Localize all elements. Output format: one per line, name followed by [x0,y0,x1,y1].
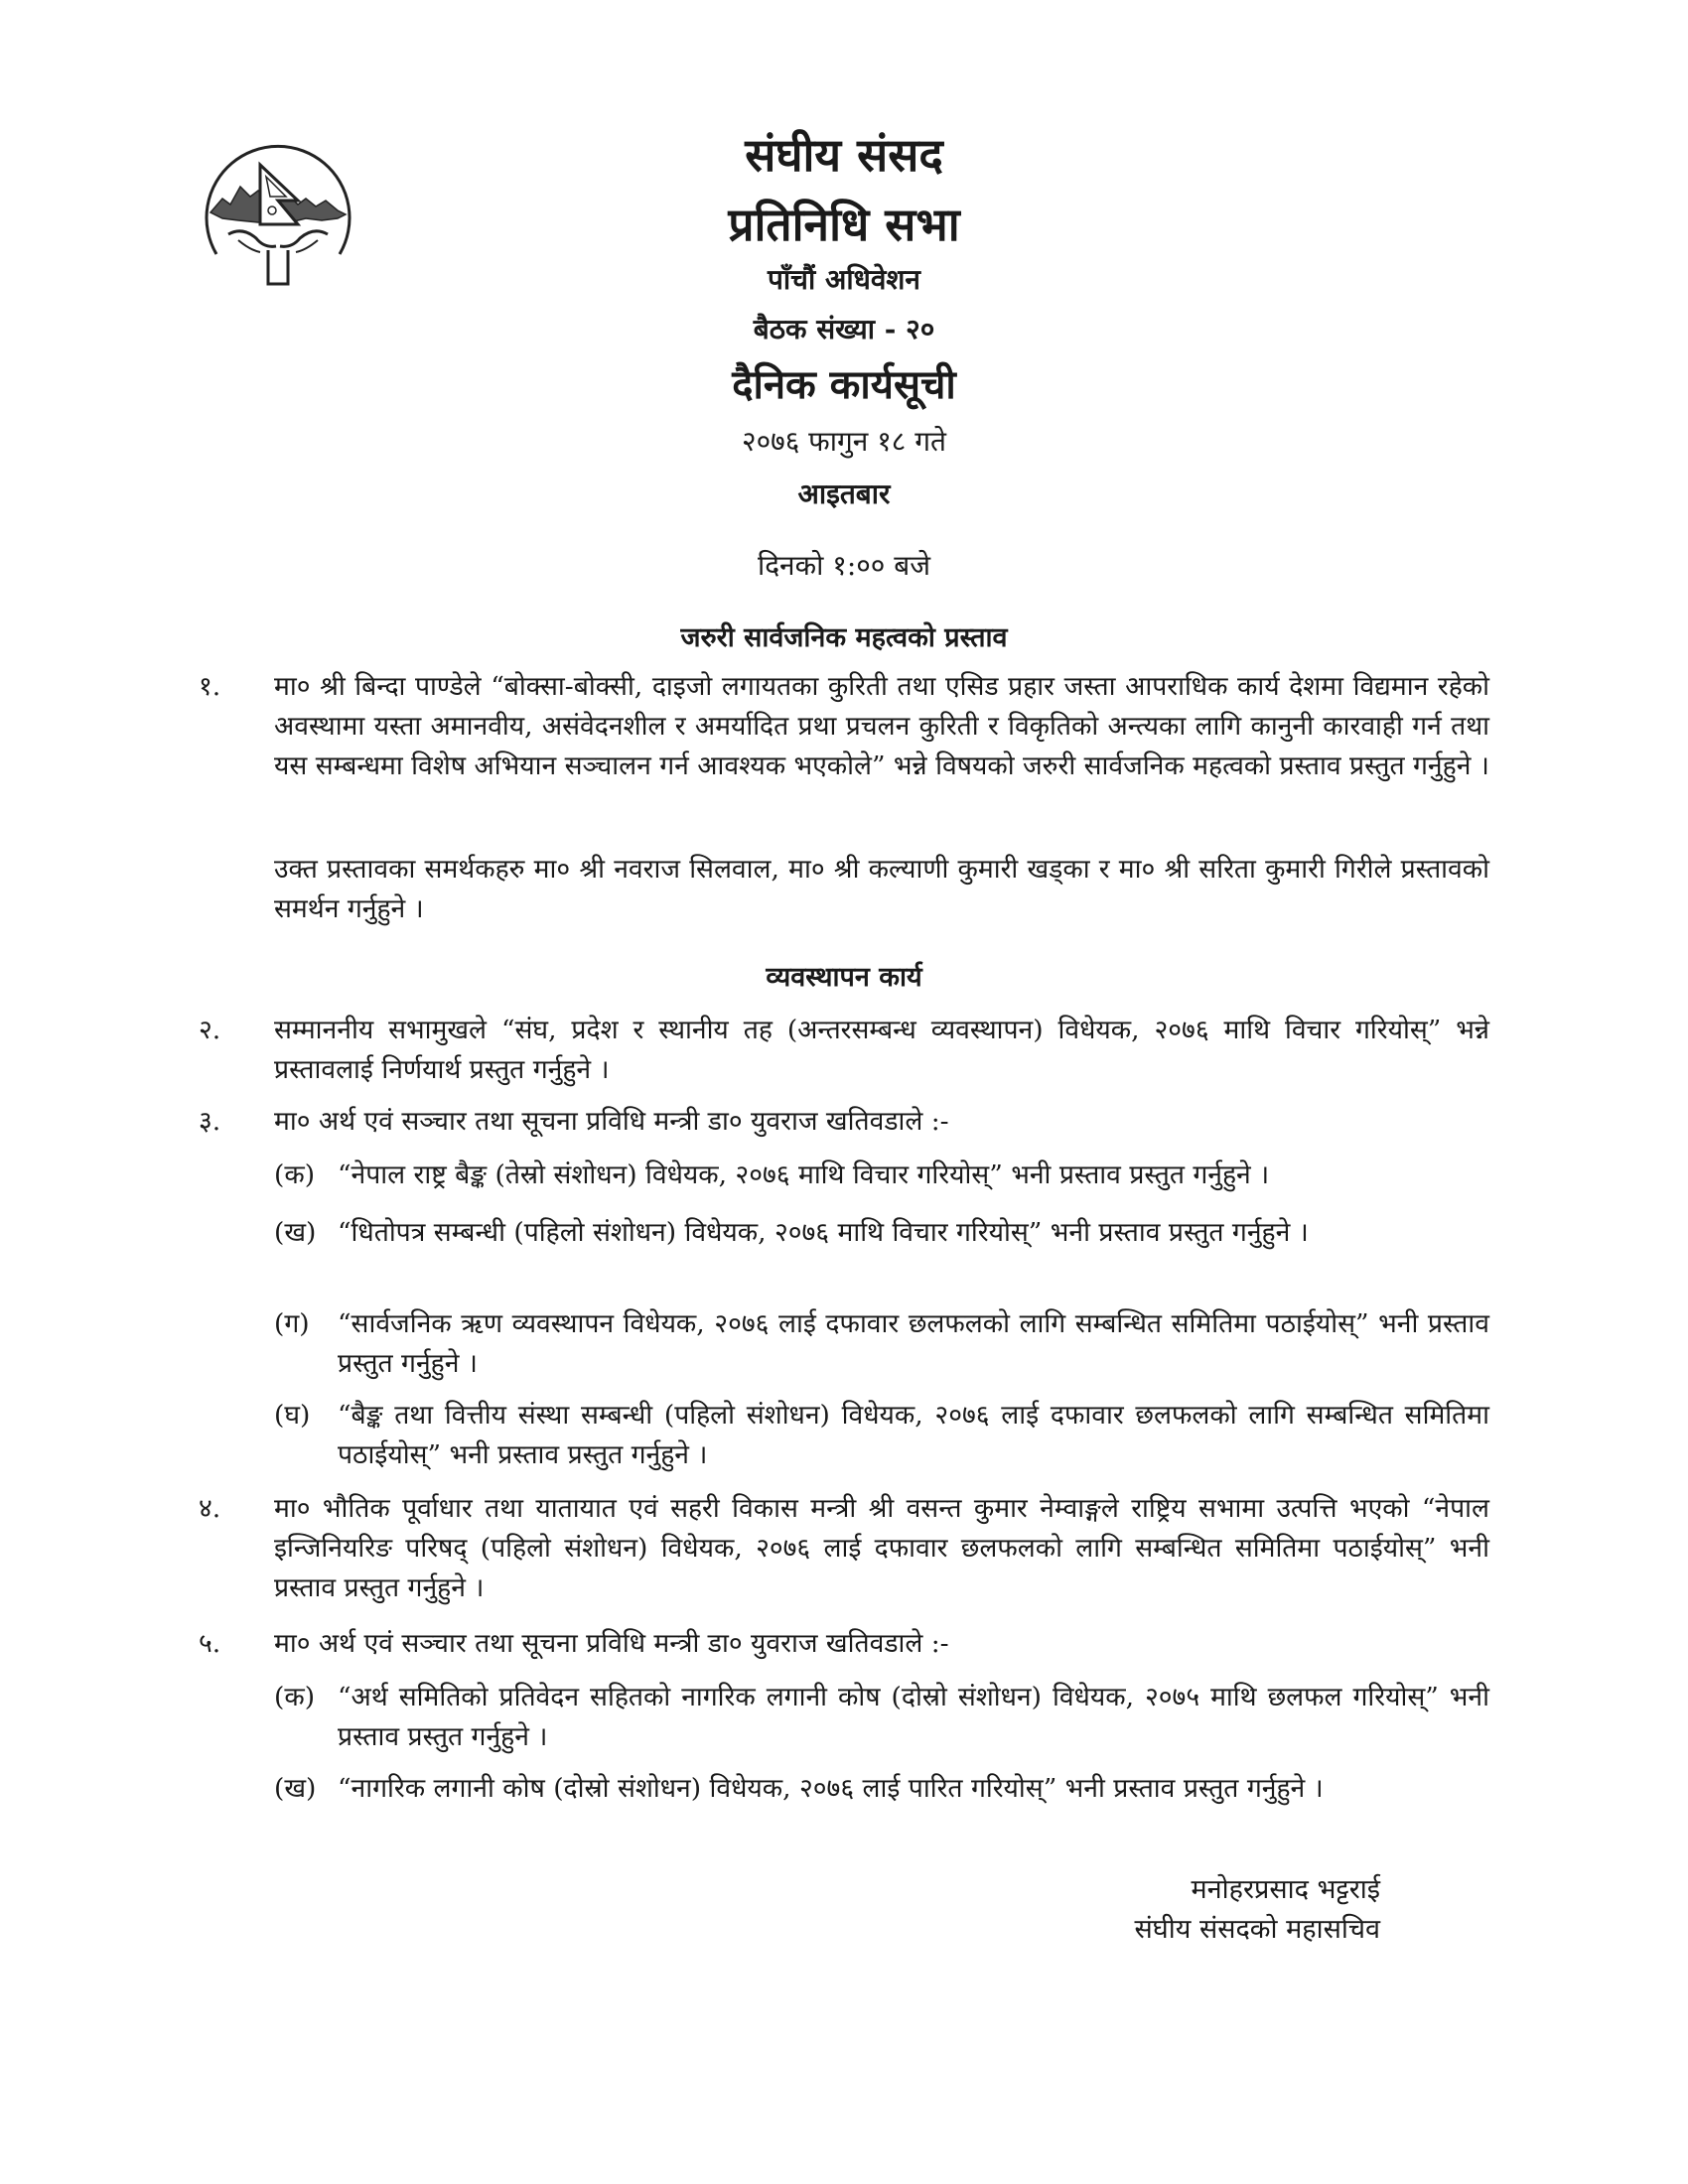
item-number: ३. [199,1106,221,1137]
item-number: १. [199,671,221,702]
parliament-title: संघीय संसद [745,128,943,182]
signature-block [1043,1870,1380,1950]
signatory-designation: संघीय संसदको महासचिव [1134,1914,1380,1945]
agenda-item-2 [199,1011,1489,1090]
subitem-text: “बैङ्क तथा वित्तीय संस्था सम्बन्धी (पहिलो संशोधन) विधेयक, २०७६ लाई दफावार छलफलको लागि सम्बन्धित समितिमा पठाईयोस्” भनी प्रस्ताव प्रस्तुत गर्नुहुने । [338,1400,1489,1470]
subitem-mark: (घ) [274,1400,311,1431]
agenda-item-5 [199,1624,1489,1664]
subitem-mark: (ग) [274,1308,310,1339]
sitting-number: बैठक संख्या - २० [753,313,935,345]
agenda-title: दैनिक कार्यसूची [732,361,956,408]
subitem-mark: (क) [274,1160,316,1190]
subitem-5-kha [274,1769,1489,1809]
session-label: पाँचौं अधिवेशन [768,263,920,296]
subitem-5-ka [274,1678,1489,1757]
subitem-mark: (ख) [274,1773,317,1804]
item-text: मा० अर्थ एवं सञ्चार तथा सूचना प्रविधि मन्त्री डा० युवराज खतिवडाले :- [274,1628,949,1659]
house-title: प्रतिनिधि सभा [728,198,960,251]
item-1-supporters-note: उक्त प्रस्तावका समर्थकहरु मा० श्री नवराज सिलवाल, मा० श्री कल्याणी कुमारी खड्का र मा० श्री सरिता कुमारी गिरीले प्रस्तावको समर्थन गर्नुहुने । [274,854,1489,924]
agenda-item-1 [199,667,1489,786]
subitem-mark: (क) [274,1682,316,1712]
subitem-3-gha [274,1396,1489,1475]
item-text: मा० भौतिक पूर्वाधार तथा यातायात एवं सहरी विकास मन्त्री श्री वसन्त कुमार नेम्वाङ्गले राष्ट्रिय सभामा उत्पत्ति भएको “नेपाल इन्जिनियरिङ परिषद् (पहिलो संशोधन) विधेयक, २०७६ लाई दफावार छलफलको लागि सम्बन्धित समितिमा पठाईयोस्” भनी प्रस्ताव प्रस्तुत गर्नुहुने । [274,1493,1489,1603]
subitem-text: “नेपाल राष्ट्र बैङ्क (तेस्रो संशोधन) विधेयक, २०७६ माथि विचार गरियोस्” भनी प्रस्ताव प्रस्तुत गर्नुहुने । [338,1160,1270,1190]
item-number: २. [199,1015,221,1045]
agenda-day: आइतबार [797,478,891,510]
agenda-time: दिनको १:०० बजे [757,549,931,582]
subitem-3-ga [274,1304,1489,1384]
subitem-mark: (ख) [274,1217,317,1248]
agenda-item-4 [199,1489,1489,1608]
item-text: सम्माननीय सभामुखले “संघ, प्रदेश र स्थानीय तह (अन्तरसम्बन्ध व्यवस्थापन) विधेयक, २०७६ माथि विचार गरियोस्” भन्ने प्रस्तावलाई निर्णयार्थ प्रस्तुत गर्नुहुने । [274,1015,1489,1085]
subitem-3-ka [274,1156,1489,1195]
agenda-date: २०७६ फागुन १८ गते [742,425,946,458]
signatory-name: मनोहरप्रसाद भट्टराई [1191,1874,1380,1905]
subitem-text: “नागरिक लगानी कोष (दोस्रो संशोधन) विधेयक, २०७६ लाई पारित गरियोस्” भनी प्रस्ताव प्रस्तुत गर्नुहुने । [338,1773,1324,1804]
subitem-3-kha [274,1213,1489,1253]
legislation-heading: व्यवस्थापन कार्य [766,962,922,993]
item-number: ४. [199,1493,221,1524]
agenda-item-3 [199,1102,1489,1142]
urgent-proposal-heading: जरुरी सार्वजनिक महत्वको प्रस्ताव [680,622,1008,653]
subitem-text: “धितोपत्र सम्बन्धी (पहिलो संशोधन) विधेयक, २०७६ माथि विचार गरियोस्” भनी प्रस्ताव प्रस्तुत गर्नुहुने । [338,1217,1309,1248]
item-number: ५. [199,1628,221,1659]
item-text: मा० श्री बिन्दा पाण्डेले “बोक्सा-बोक्सी, दाइजो लगायतका कुरिती तथा एसिड प्रहार जस्ता आपराधिक कार्य देशमा विद्यमान रहेको अवस्थामा यस्ता अमानवीय, असंवेदनशील र अमर्यादित प्रथा प्रचलन कुरिती र विकृतिको अन्त्यका लागि कानुनी कारवाही गर्न तथा यस सम्बन्धमा विशेष अभियान सञ्चालन गर्न आवश्यक भएकोले” भन्ने विषयको जरुरी सार्वजनिक महत्वको प्रस्ताव प्रस्तुत गर्नुहुने । [274,671,1489,781]
item-text: मा० अर्थ एवं सञ्चार तथा सूचना प्रविधि मन्त्री डा० युवराज खतिवडाले :- [274,1106,949,1137]
subitem-text: “अर्थ समितिको प्रतिवेदन सहितको नागरिक लगानी कोष (दोस्रो संशोधन) विधेयक, २०७५ माथि छलफल गरियोस्” भनी प्रस्ताव प्रस्तुत गर्नुहुने । [338,1682,1489,1752]
subitem-text: “सार्वजनिक ऋण व्यवस्थापन विधेयक, २०७६ लाई दफावार छलफलको लागि सम्बन्धित समितिमा पठाईयोस्” भनी प्रस्ताव प्रस्तुत गर्नुहुने । [338,1308,1489,1379]
